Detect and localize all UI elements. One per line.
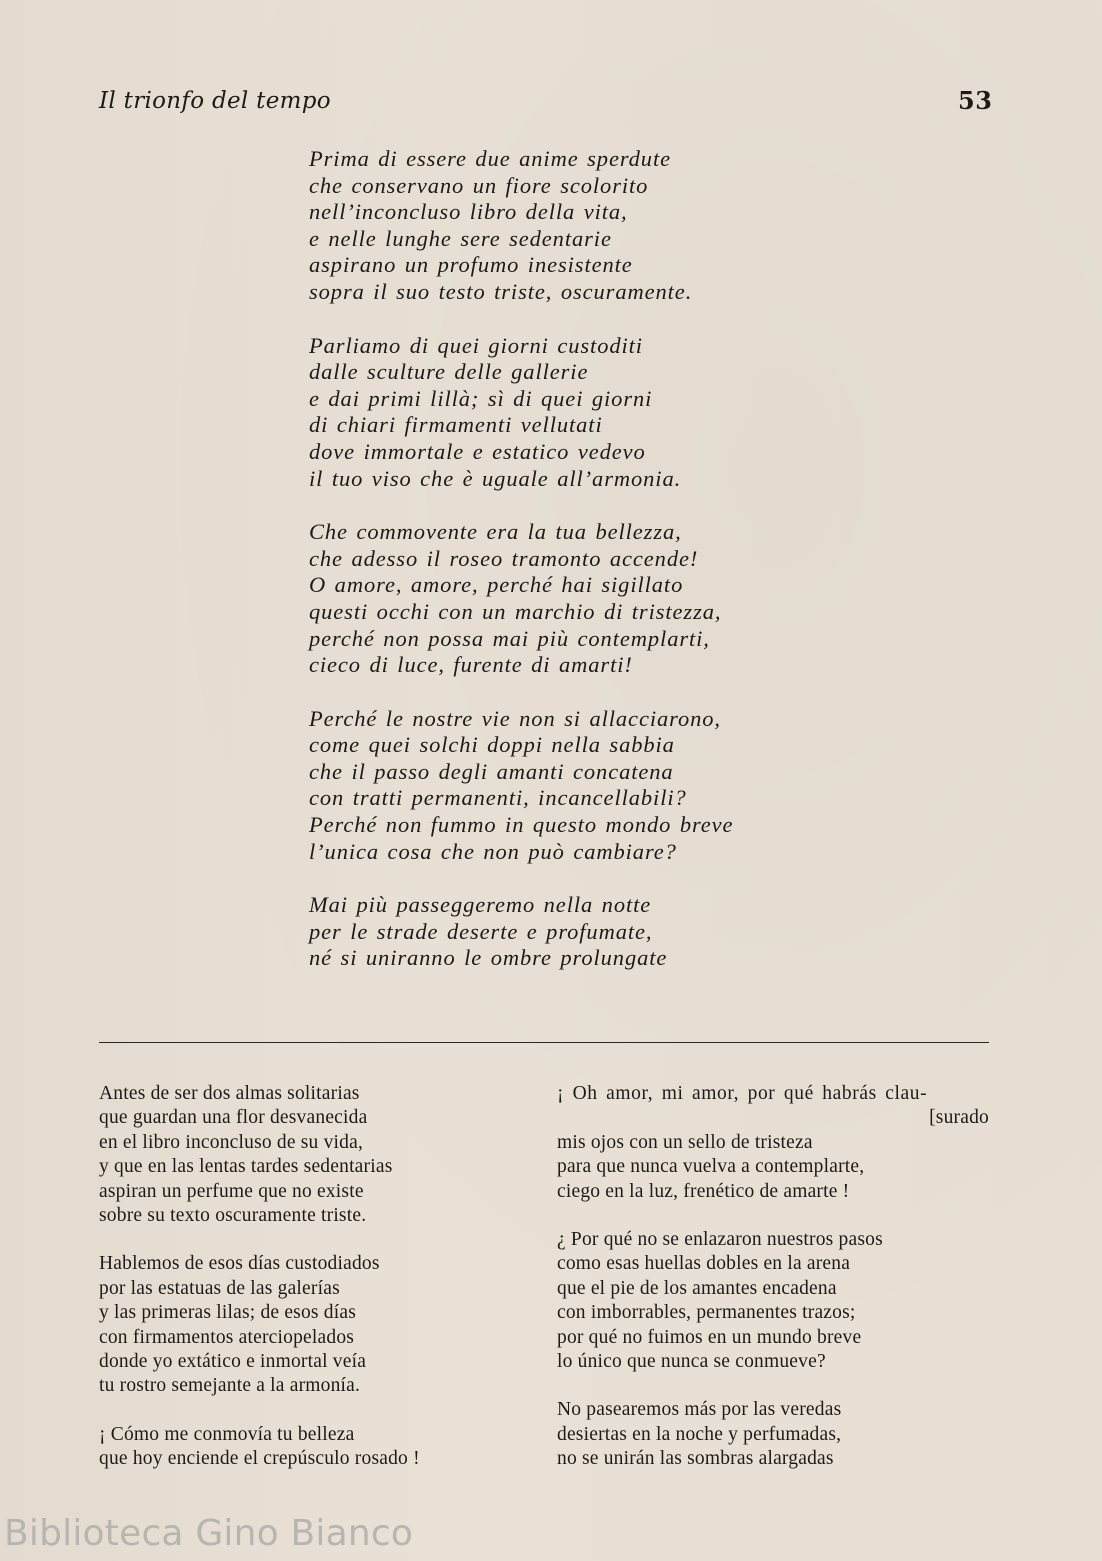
- poem-line: questi occhi con un marchio di tristezza,: [309, 598, 722, 624]
- poem-line: sobre su texto oscuramente triste.: [99, 1205, 367, 1227]
- stanza: [309, 706, 809, 866]
- poem-line: il tuo viso che è uguale all’armonia.: [309, 465, 682, 491]
- poem-line: Parliamo di quei giorni custoditi: [309, 332, 643, 358]
- poem-line: por qué no fuimos en un mundo breve: [557, 1326, 862, 1348]
- poem-line: y que en las lentas tardes sedentarias: [99, 1156, 393, 1178]
- poem-line: Che commovente era la tua bellezza,: [309, 519, 682, 545]
- poem-line: Mai più passeggeremo nella notte: [309, 892, 652, 918]
- running-title: Il trionfo del tempo: [99, 88, 331, 114]
- poem-line: dalle sculture delle gallerie: [309, 359, 589, 385]
- poem-line: O amore, amore, perché hai sigillato: [309, 572, 684, 598]
- divider-rule: [99, 1042, 989, 1043]
- poem-line: dove immortale e estatico vedevo: [309, 438, 646, 464]
- poem-line: l’unica cosa che non può cambiare?: [309, 838, 677, 864]
- poem-line: tu rostro semejante a la armonía.: [99, 1375, 361, 1397]
- poem-line: como esas huellas dobles en la arena: [557, 1253, 851, 1275]
- poem-line: ¡ Oh amor, mi amor, por qué habrás clau-: [557, 1083, 928, 1104]
- poem-line: lo único que nunca se conmueve?: [557, 1351, 826, 1373]
- stanza: [99, 1082, 509, 1228]
- stanza: [557, 1398, 991, 1471]
- stanza: [99, 1423, 509, 1472]
- poem-line: con tratti permanenti, incancellabili?: [309, 785, 687, 811]
- stanza: [557, 1131, 991, 1204]
- poem-line: ciego en la luz, frenético de amarte !: [557, 1180, 850, 1202]
- stanza: [309, 892, 809, 972]
- spanish-poem-left-column: [99, 1082, 509, 1496]
- poem-line: e dai primi lillà; sì di quei giorni: [309, 385, 653, 411]
- poem-line: Prima di essere due anime sperdute: [309, 146, 671, 171]
- poem-line: para que nunca vuelva a contemplarte,: [557, 1156, 865, 1178]
- poem-line: ¡ Cómo me conmovía tu belleza: [99, 1423, 355, 1445]
- poem-line: che conservano un fiore scolorito: [309, 172, 649, 198]
- poem-line: ¿ Por qué no se enlazaron nuestros pasos: [557, 1229, 883, 1251]
- library-watermark: Biblioteca Gino Bianco: [4, 1513, 414, 1554]
- poem-line: sopra il suo testo triste, oscuramente.: [309, 278, 693, 304]
- poem-line: por las estatuas de las galerías: [99, 1277, 340, 1299]
- poem-line: e nelle lunghe sere sedentarie: [309, 225, 612, 251]
- poem-line: donde yo extático e inmortal veía: [99, 1351, 367, 1373]
- poem-line: nell’inconcluso libro della vita,: [309, 199, 628, 225]
- stanza: [99, 1252, 509, 1398]
- poem-line: cieco di luce, furente di amarti!: [309, 652, 633, 678]
- poem-line: con imborrables, permanentes trazos;: [557, 1302, 856, 1324]
- poem-line: per le strade deserte e profumate,: [309, 918, 653, 944]
- poem-line-continuation: [surado: [929, 1107, 989, 1129]
- stanza: [557, 1228, 991, 1374]
- poem-line: no se unirán las sombras alargadas: [557, 1448, 834, 1470]
- poem-line: que guardan una flor desvanecida: [99, 1107, 368, 1129]
- poem-line: que el pie de los amantes encadena: [557, 1277, 837, 1299]
- stanza: [309, 519, 809, 679]
- poem-line: Hablemos de esos días custodiados: [99, 1253, 380, 1275]
- page-number: 53: [958, 86, 993, 115]
- spanish-poem-right-column: [557, 1082, 991, 1496]
- poem-line: con firmamentos aterciopelados: [99, 1326, 355, 1348]
- poem-line: en el libro inconcluso de su vida,: [99, 1131, 364, 1153]
- poem-line: che il passo degli amanti concatena: [309, 758, 674, 784]
- poem-line: di chiari firmamenti vellutati: [309, 412, 603, 438]
- poem-line: mis ojos con un sello de tristeza: [557, 1131, 813, 1153]
- poem-line: desiertas en la noche y perfumadas,: [557, 1423, 842, 1445]
- poem-line: che adesso il roseo tramonto accende!: [309, 545, 699, 571]
- poem-line: Antes de ser dos almas solitarias: [99, 1083, 360, 1104]
- poem-line: No pasearemos más por las veredas: [557, 1399, 842, 1421]
- poem-line: come quei solchi doppi nella sabbia: [309, 732, 675, 758]
- italian-poem: [309, 146, 809, 999]
- poem-line: aspirano un profumo inesistente: [309, 252, 633, 278]
- poem-line: Perché le nostre vie non si allacciarono,: [309, 705, 721, 731]
- poem-line: perché non possa mai più contemplarti,: [309, 625, 710, 651]
- poem-line: aspiran un perfume que no existe: [99, 1180, 364, 1202]
- poem-line: que hoy enciende el crepúsculo rosado !: [99, 1448, 420, 1470]
- poem-line: y las primeras lilas; de esos días: [99, 1302, 356, 1324]
- stanza: [309, 146, 809, 306]
- stanza: [309, 333, 809, 493]
- poem-line: Perché non fummo in questo mondo breve: [309, 812, 734, 838]
- poem-line: né si uniranno le ombre prolungate: [309, 945, 668, 971]
